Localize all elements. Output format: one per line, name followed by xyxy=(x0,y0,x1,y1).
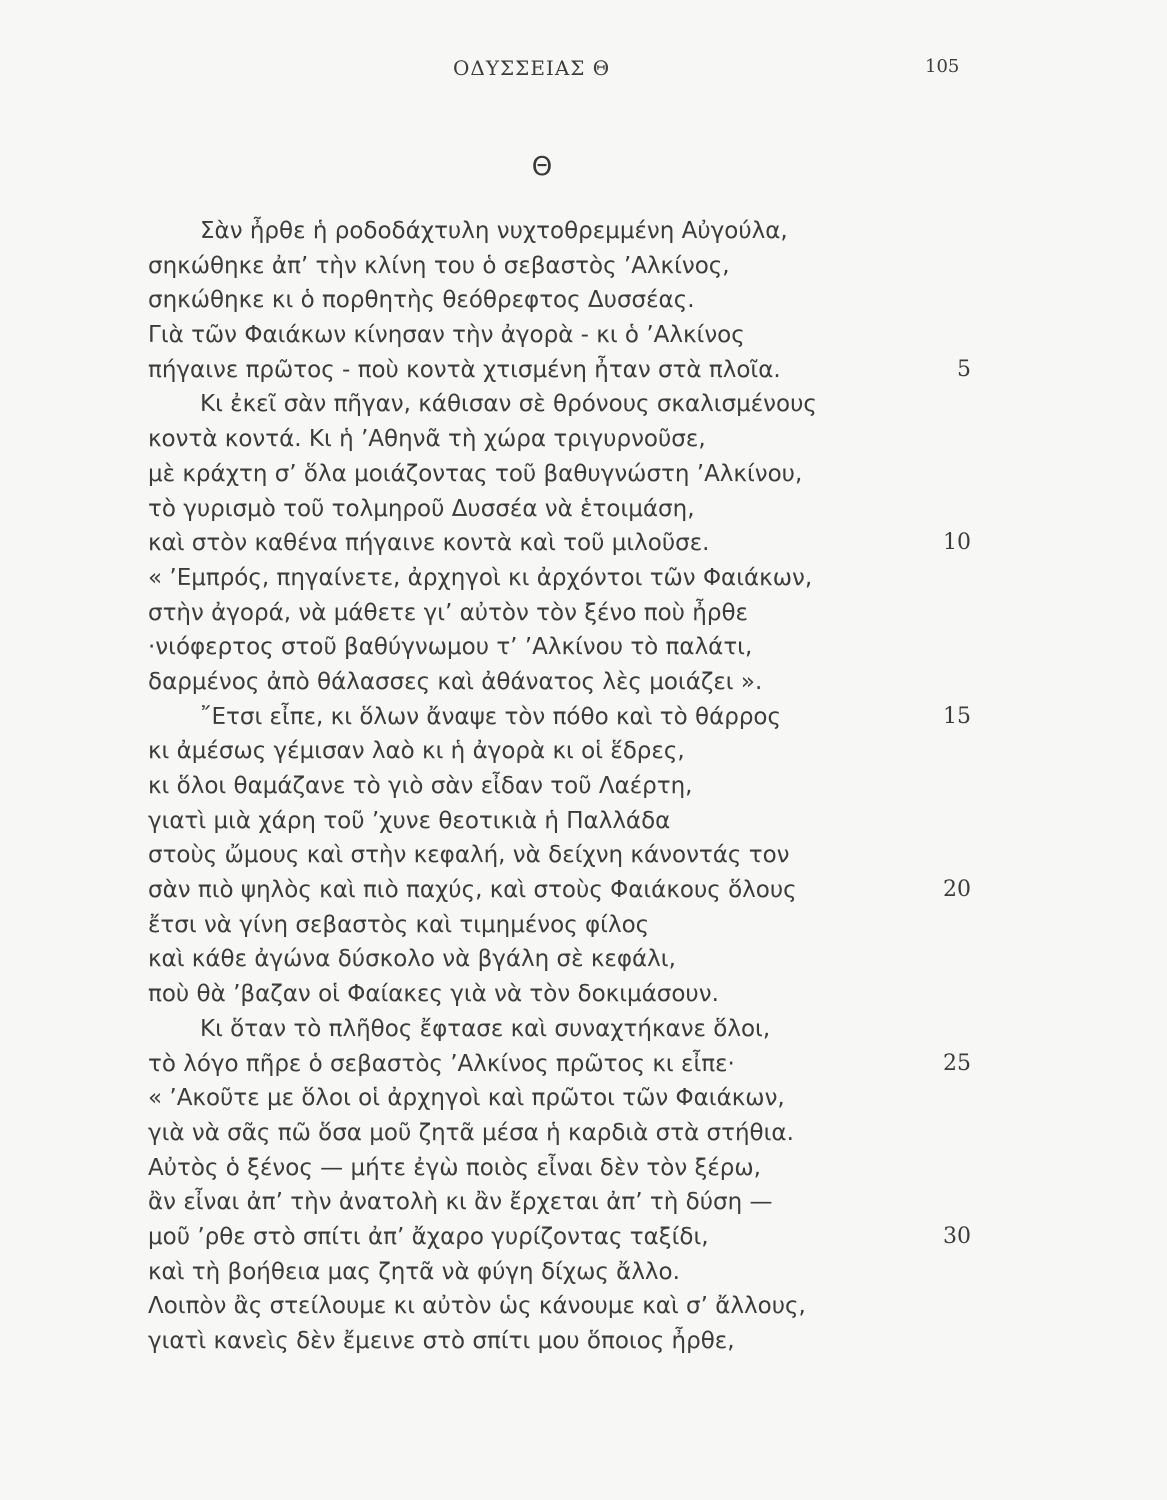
verse-line xyxy=(0,1220,1167,1255)
verse-line xyxy=(0,422,1167,457)
verse-line xyxy=(0,492,1167,527)
verse-text: πήγαινε πρῶτος - ποὺ κοντὰ χτισμένη ἦταν στὰ πλοῖα. xyxy=(148,356,781,383)
verse-line xyxy=(0,1081,1167,1116)
verse-text: ῎Ετσι εἶπε, κι ὅλων ἄναψε τὸν πόθο καὶ τὸ θάρρος xyxy=(200,703,781,730)
verse-line xyxy=(0,838,1167,873)
verse-line xyxy=(0,804,1167,839)
verse-line xyxy=(0,700,1167,735)
running-title: ΟΔΥΣΣΕΙΑΣ Θ xyxy=(453,56,611,80)
verse-text: Κι ὅταν τὸ πλῆθος ἔφτασε καὶ συναχτήκανε ὅλοι, xyxy=(200,1015,771,1042)
verse-line xyxy=(0,457,1167,492)
verse-text: σὰν πιὸ ψηλὸς καὶ πιὸ παχύς, καὶ στοὺς Φαιάκους ὅλους xyxy=(148,877,797,904)
verse-text: καὶ κάθε ἀγώνα δύσκολο νὰ βγάλη σὲ κεφάλι, xyxy=(148,946,676,973)
verse-text: δαρμένος ἀπὸ θάλασσες καὶ ἀθάνατος λὲς μοιάζει ». xyxy=(148,668,763,695)
verse-text: Γιὰ τῶν Φαιάκων κίνησαν τὴν ἀγορὰ - κι ὁ ’Αλκίνος xyxy=(148,322,745,349)
verse-text: ἔτσι νὰ γίνη σεβαστὸς καὶ τιμημένος φίλος xyxy=(148,911,650,938)
verse-line xyxy=(0,908,1167,943)
verse-line xyxy=(0,1255,1167,1290)
verse-text: Σὰν ἦρθε ἡ ροδοδάχτυλη νυχτοθρεμμένη Αὐγούλα, xyxy=(200,218,788,244)
verse-line xyxy=(0,1012,1167,1047)
verse-text: κι ὅλοι θαμάζανε τὸ γιὸ σὰν εἶδαν τοῦ Λαέρτη, xyxy=(148,773,693,799)
verse-text: τὸ γυρισμὸ τοῦ τολμηροῦ Δυσσέα νὰ ἑτοιμάση, xyxy=(148,495,695,522)
verse-line xyxy=(0,977,1167,1012)
verse-text: Αὐτὸς ὁ ξένος — μήτε ἐγὼ ποιὸς εἶναι δὲν τὸν ξέρω, xyxy=(148,1154,761,1181)
verse-text: γιὰ νὰ σᾶς πῶ ὅσα μοῦ ζητᾶ μέσα ἡ καρδιὰ στὰ στήθια. xyxy=(148,1119,794,1146)
verse-line xyxy=(0,1151,1167,1186)
verse-line xyxy=(0,1047,1167,1082)
verse-text: τὸ λόγο πῆρε ὁ σεβαστὸς ’Αλκίνος πρῶτος κι εἶπε· xyxy=(148,1050,735,1077)
verse-text: « ’Ακοῦτε με ὅλοι οἱ ἀρχηγοὶ καὶ πρῶτοι τῶν Φαιάκων, xyxy=(148,1085,785,1112)
line-number: 30 xyxy=(943,1223,971,1249)
line-number: 20 xyxy=(943,877,971,903)
verse-text: στοὺς ὤμους καὶ στὴν κεφαλή, νὰ δείχνη κάνοντάς τον xyxy=(148,842,790,869)
verse-line xyxy=(0,526,1167,561)
verse-line xyxy=(0,1185,1167,1220)
verse-line xyxy=(0,942,1167,977)
verse-text: κι ἀμέσως γέμισαν λαὸ κι ἡ ἀγορὰ κι οἱ ἕδρες, xyxy=(148,738,685,765)
verse-line xyxy=(0,249,1167,284)
line-number: 5 xyxy=(957,356,971,382)
line-number: 15 xyxy=(943,703,971,729)
line-number: 10 xyxy=(943,530,971,556)
verse-line xyxy=(0,387,1167,422)
line-number: 25 xyxy=(943,1050,971,1076)
verse-text: καὶ στὸν καθένα πήγαινε κοντὰ καὶ τοῦ μιλοῦσε. xyxy=(148,530,710,557)
verse-text: μοῦ ’ρθε στὸ σπίτι ἀπ’ ἄχαρο γυρίζοντας ταξίδι, xyxy=(148,1223,709,1250)
verse-line xyxy=(0,283,1167,318)
verse-line xyxy=(0,561,1167,596)
verse-line xyxy=(0,353,1167,388)
verse-text: σηκώθηκε κι ὁ πορθητὴς θεόθρεφτος Δυσσέας. xyxy=(148,287,695,314)
verse-text: μὲ κράχτη σ’ ὅλα μοιάζοντας τοῦ βαθυγνώστη ’Αλκίνου, xyxy=(148,460,803,487)
verse-text: ποὺ θὰ ’βαζαν οἱ Φαίακες γιὰ νὰ τὸν δοκιμάσουν. xyxy=(148,981,719,1008)
verse-text: γιατὶ μιὰ χάρη τοῦ ’χυνε θεοτικιὰ ἡ Παλλάδα xyxy=(148,807,671,834)
verse-text: γιατὶ κανεὶς δὲν ἔμεινε στὸ σπίτι μου ὅποιος ἦρθε, xyxy=(148,1328,735,1354)
verse-line xyxy=(0,1324,1167,1359)
verse-line xyxy=(0,734,1167,769)
verse-text: κοντὰ κοντά. Κι ἡ ’Αθηνᾶ τὴ χώρα τριγυρνοῦσε, xyxy=(148,426,706,453)
verse-line xyxy=(0,214,1167,249)
verse-line xyxy=(0,665,1167,700)
verse-line xyxy=(0,318,1167,353)
poem-text xyxy=(0,214,1167,1359)
verse-line xyxy=(0,596,1167,631)
verse-line xyxy=(0,630,1167,665)
verse-text: σηκώθηκε ἀπ’ τὴν κλίνη του ὁ σεβαστὸς ’Αλκίνος, xyxy=(148,252,730,279)
verse-text: ·νιόφερτος στοῦ βαθύγνωμου τ’ ’Αλκίνου τὸ παλάτι, xyxy=(148,634,753,661)
verse-text: « ’Εμπρός, πηγαίνετε, ἀρχηγοὶ κι ἀρχόντοι τῶν Φαιάκων, xyxy=(148,564,813,591)
running-head xyxy=(0,56,1167,86)
verse-text: Λοιπὸν ἂς στείλουμε κι αὐτὸν ὡς κάνουμε καὶ σ’ ἄλλους, xyxy=(148,1293,806,1320)
verse-text: στὴν ἀγορά, νὰ μάθετε γι’ αὐτὸν τὸν ξένο ποὺ ἦρθε xyxy=(148,599,748,626)
verse-line xyxy=(0,1289,1167,1324)
book-letter-heading: Θ xyxy=(531,152,553,182)
verse-text: καὶ τὴ βοήθεια μας ζητᾶ νὰ φύγη δίχως ἄλλο. xyxy=(148,1258,680,1285)
verse-line xyxy=(0,873,1167,908)
verse-text: ἂν εἶναι ἀπ’ τὴν ἀνατολὴ κι ἂν ἔρχεται ἀπ’ τὴ δύση — xyxy=(148,1189,773,1216)
verse-line xyxy=(0,769,1167,804)
page-number: 105 xyxy=(925,56,960,77)
verse-line xyxy=(0,1116,1167,1151)
verse-text: Κι ἐκεῖ σὰν πῆγαν, κάθισαν σὲ θρόνους σκαλισμένους xyxy=(200,391,817,418)
